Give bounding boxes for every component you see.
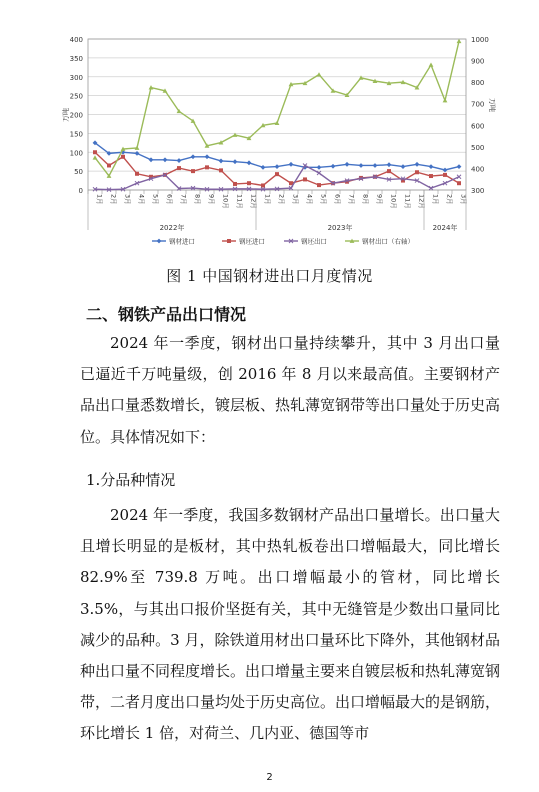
- y-right-tick-label: 1000: [471, 36, 489, 44]
- data-point: [135, 151, 140, 156]
- chart-legend: [152, 237, 414, 246]
- data-point: [275, 164, 280, 169]
- x-tick-label: 2月: [445, 194, 454, 205]
- data-point: [191, 154, 196, 159]
- x-tick-label: 3月: [291, 194, 300, 205]
- sub-heading: 1.分品种情况: [86, 471, 176, 489]
- chart-series: [93, 39, 462, 192]
- data-point: [387, 162, 392, 167]
- data-point: [317, 72, 322, 76]
- x-tick-label: 8月: [361, 194, 370, 205]
- data-point: [157, 239, 162, 244]
- year-label: 2023年: [327, 224, 353, 232]
- x-tick-label: 4月: [137, 194, 146, 205]
- data-point: [415, 162, 420, 167]
- data-point: [247, 181, 251, 185]
- x-tick-label: 1月: [431, 194, 440, 205]
- legend-label: 钢材出口（右轴）: [362, 237, 414, 246]
- steel-trade-chart: [0, 0, 539, 262]
- data-point: [219, 168, 223, 172]
- y-right-tick-label: 400: [471, 165, 485, 174]
- legend-label: 钢坯出口: [301, 237, 327, 246]
- data-point: [261, 183, 265, 187]
- y-left-tick-label: 0: [78, 187, 83, 195]
- x-tick-label: 3月: [123, 194, 132, 205]
- y-left-tick-label: 150: [69, 130, 83, 139]
- data-point: [317, 183, 321, 187]
- series-line: [95, 41, 459, 176]
- x-tick-label: 8月: [193, 194, 202, 205]
- x-tick-label: 7月: [347, 194, 356, 205]
- data-point: [93, 155, 98, 159]
- data-point: [331, 164, 336, 169]
- data-point: [205, 154, 210, 159]
- data-point: [261, 165, 266, 170]
- legend-label: 钢坯进口: [239, 237, 265, 246]
- data-point: [227, 239, 231, 243]
- data-point: [233, 182, 237, 186]
- data-point: [121, 155, 125, 159]
- data-point: [177, 166, 181, 170]
- x-tick-label: 5月: [319, 194, 328, 205]
- y-right-tick-label: 800: [471, 79, 485, 88]
- x-tick-label: 9月: [207, 194, 216, 205]
- data-point: [429, 164, 434, 169]
- y-right-tick-label: 300: [471, 187, 485, 195]
- y-left-tick-label: 350: [69, 54, 83, 63]
- data-point: [443, 173, 447, 177]
- data-point: [149, 157, 154, 162]
- x-tick-label: 10月: [389, 194, 398, 209]
- y-left-tick-label: 200: [69, 111, 83, 120]
- x-tick-label: 1月: [263, 194, 272, 205]
- paragraph-1: 2024 年一季度，钢材出口量持续攀升，其中 3 月出口量已逼近千万吨量级，创 2016 年 8 月以来最高值。主要钢材产品出口量悉数增长，镀层板、热轧薄宽钢带等出口量处于历史高位。具体情况如下：: [80, 334, 501, 446]
- y-left-tick-label: 250: [69, 92, 83, 101]
- x-tick-label: 2月: [277, 194, 286, 205]
- data-point: [107, 163, 111, 167]
- y-left-tick-label: 400: [69, 36, 83, 44]
- y-right-tick-label: 600: [471, 122, 485, 131]
- data-point: [443, 98, 448, 102]
- y-right-tick-label: 700: [471, 100, 485, 109]
- y-right-tick-label: 500: [471, 143, 485, 152]
- y-left-tick-label: 50: [74, 168, 83, 177]
- data-point: [443, 168, 448, 173]
- x-tick-label: 1月: [95, 194, 104, 205]
- year-label: 2022年: [159, 224, 185, 232]
- data-point: [387, 169, 391, 173]
- data-point: [135, 172, 139, 176]
- x-tick-label: 11月: [235, 194, 244, 209]
- x-tick-label: 3月: [459, 194, 468, 205]
- x-tick-label: 4月: [305, 194, 314, 205]
- figure-caption: 图 1 中国钢材进出口月度情况: [166, 267, 373, 285]
- data-point: [303, 177, 307, 181]
- data-point: [373, 163, 378, 168]
- data-point: [275, 172, 279, 176]
- data-point: [359, 163, 364, 168]
- paragraph-2: 2024 年一季度，我国多数钢材产品出口量增长。出口量大且增长明显的是板材，其中热轧板卷出口增幅最大，同比增长 82.9%至 739.8 万吨。出口增幅最小的管材，同比增长 3.5%，与其出口报价坚挺有关，其中无缝管是少数出口量同比减少的品种。3 月，除铁道用材出口量环比下降外，其他钢材品种出口量不同程度增长。出口增量主要来自镀层板和热轧薄宽钢带，二者月度出口量均处于历史高位。出口增幅最大的是钢筋，环比增长 1 倍，对荷兰、几内亚、德国等市: [80, 506, 501, 743]
- data-point: [233, 159, 238, 164]
- data-point: [457, 164, 462, 169]
- year-label: 2024年: [432, 224, 458, 232]
- data-point: [219, 159, 224, 164]
- page-number: 2: [266, 772, 273, 783]
- data-point: [93, 150, 97, 154]
- data-point: [247, 160, 252, 165]
- y-right-tick-label: 900: [471, 57, 485, 66]
- x-tick-label: 10月: [221, 194, 230, 209]
- x-tick-label: 2月: [109, 194, 118, 205]
- x-tick-label: 11月: [403, 194, 412, 209]
- y-right-title: 万吨: [488, 98, 496, 112]
- x-tick-label: 6月: [333, 194, 342, 205]
- data-point: [345, 162, 350, 167]
- data-point: [191, 169, 195, 173]
- x-tick-label: 6月: [165, 194, 174, 205]
- legend-label: 钢材进口: [169, 237, 195, 246]
- y-left-tick-label: 300: [69, 73, 83, 82]
- x-tick-label: 5月: [151, 194, 160, 205]
- data-point: [205, 165, 209, 169]
- data-point: [457, 181, 461, 185]
- x-tick-label: 7月: [179, 194, 188, 205]
- data-point: [401, 164, 406, 169]
- y-left-tick-label: 100: [69, 149, 83, 158]
- data-point: [289, 162, 294, 167]
- data-point: [429, 174, 433, 178]
- x-tick-label: 12月: [249, 194, 258, 209]
- y-left-title: 万吨: [62, 108, 70, 122]
- x-tick-label: 9月: [375, 194, 384, 205]
- data-point: [317, 165, 322, 170]
- data-point: [163, 157, 168, 162]
- data-point: [457, 39, 462, 43]
- section-heading: 二、钢铁产品出口情况: [86, 305, 247, 324]
- x-tick-label: 12月: [417, 194, 426, 209]
- data-point: [177, 158, 182, 163]
- data-point: [429, 62, 434, 66]
- data-point: [415, 170, 419, 174]
